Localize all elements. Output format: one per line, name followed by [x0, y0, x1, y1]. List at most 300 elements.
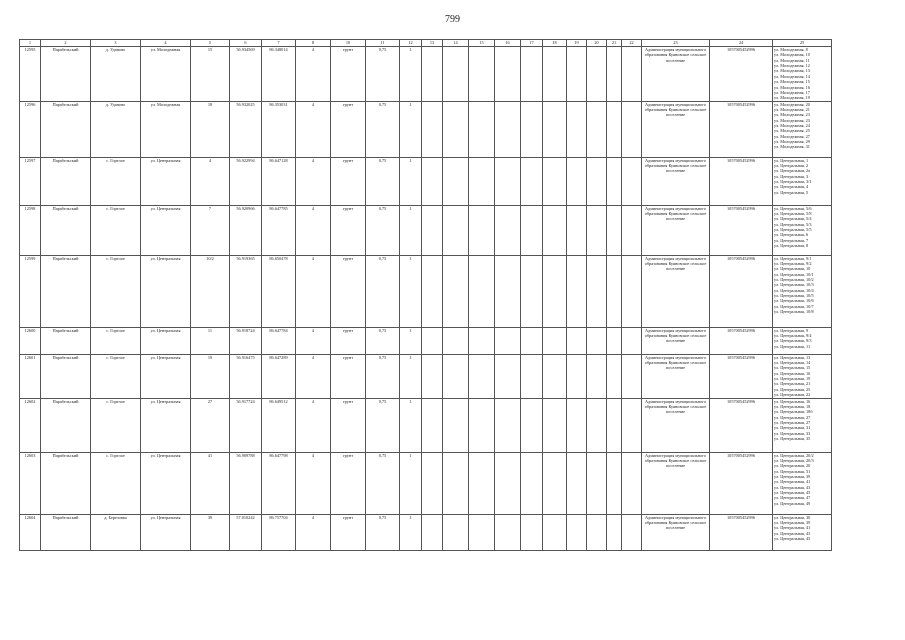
empty-cell [587, 354, 607, 398]
column-header: 21 [607, 40, 622, 47]
longitude-cell: 86.649512 [262, 398, 296, 452]
address-line: ул. Молодежная, 24 [774, 123, 810, 129]
address-line: ул. Центральная, 20 [774, 463, 811, 469]
address-line: ул. Центральная, 10/1 [774, 271, 814, 277]
empty-cell [495, 255, 521, 327]
address-line: ул. Молодежная, 10 [774, 52, 810, 58]
address-line: ул. Центральная, 21 [774, 381, 811, 387]
empty-cell [587, 157, 607, 205]
address-line: ул. Центральная, 39 [774, 519, 811, 525]
column-header: 1 [20, 40, 41, 47]
area-cell: 0,75 [366, 514, 400, 550]
table-row [20, 255, 832, 327]
house-cell: 27 [191, 398, 230, 452]
owner-cell: Администрация муниципального образования Куяновское сельское поселение [642, 327, 710, 354]
area-cell: 0,75 [366, 398, 400, 452]
volume-cell: 1 [400, 398, 422, 452]
address-line: ул. Центральная, 45 [774, 490, 811, 496]
empty-cell [543, 255, 567, 327]
address-line: ул. Центральная, 27 [774, 414, 811, 420]
street-cell: ул. Молодежная [141, 47, 191, 102]
empty-cell [567, 101, 587, 157]
addresses-cell [773, 47, 832, 102]
empty-cell [521, 255, 543, 327]
address-line: ул. Молодежная, 20 [774, 101, 810, 107]
address-line: ул. Центральная, 5/5 [774, 227, 812, 233]
empty-cell [443, 452, 469, 514]
empty-cell [469, 514, 495, 550]
address-line: ул. Центральная, 3 [774, 173, 809, 179]
district-cell: Парабельский [41, 514, 91, 550]
address-line: ул. Молодежная, 15 [774, 79, 810, 85]
latitude-cell: 56.917724 [230, 398, 262, 452]
address-line: ул. Центральная, 2 [774, 162, 809, 168]
count-cell: 4 [296, 101, 331, 157]
ogrn-cell: 1057005452996 [710, 255, 773, 327]
addresses-cell [773, 101, 832, 157]
row-number: 12595 [20, 47, 41, 102]
address-line: ул. Центральная, 19 [774, 376, 811, 382]
settlement-cell: с. Горелое [91, 157, 141, 205]
longitude-cell: 86.757704 [262, 514, 296, 550]
addresses-cell [773, 255, 832, 327]
address-line: ул. Центральная, 27 [774, 420, 811, 426]
ogrn-cell: 1057005452996 [710, 354, 773, 398]
street-cell: ул. Центральная [141, 514, 191, 550]
empty-cell [567, 327, 587, 354]
empty-cell [469, 205, 495, 255]
empty-cell [607, 452, 622, 514]
street-cell: ул. Центральная [141, 157, 191, 205]
address-line: ул. Молодежная, 8 [774, 47, 808, 52]
address-line: ул. Центральная, 15 [774, 365, 811, 371]
empty-cell [521, 514, 543, 550]
empty-cell [567, 452, 587, 514]
header-row [20, 40, 832, 47]
address-line: ул. Молодежная, 12 [774, 63, 810, 69]
empty-cell [422, 514, 443, 550]
settlement-cell: с. Горелое [91, 398, 141, 452]
ogrn-cell: 1057005452996 [710, 398, 773, 452]
address-line: ул. Центральная, 6 [774, 232, 809, 238]
owner-cell: Администрация муниципального образования Куяновское сельское поселение [642, 514, 710, 550]
address-line: ул. Центральная, 2а [774, 168, 811, 174]
address-line: ул. Молодежная, 19 [774, 95, 810, 101]
empty-cell [607, 514, 622, 550]
column-header: 18 [543, 40, 567, 47]
empty-cell [469, 47, 495, 102]
empty-cell [422, 47, 443, 102]
ogrn-cell: 1057005452996 [710, 47, 773, 102]
address-line: ул. Центральная, 33 [774, 430, 811, 436]
empty-cell [443, 157, 469, 205]
latitude-cell: 56.919365 [230, 255, 262, 327]
row-number: 12599 [20, 255, 41, 327]
address-line: ул. Центральная, 16 [774, 398, 811, 404]
volume-cell: 1 [400, 255, 422, 327]
street-cell: ул. Центральная [141, 255, 191, 327]
empty-cell [622, 205, 642, 255]
empty-cell [607, 157, 622, 205]
volume-cell: 1 [400, 452, 422, 514]
latitude-cell: 57.010242 [230, 514, 262, 550]
owner-cell: Администрация муниципального образования Куяновское сельское поселение [642, 255, 710, 327]
street-cell: ул. Центральная [141, 452, 191, 514]
street-cell: ул. Центральная [141, 205, 191, 255]
surface-cell: грунт [331, 101, 366, 157]
column-header: 25 [773, 40, 832, 47]
volume-cell: 1 [400, 157, 422, 205]
empty-cell [622, 514, 642, 550]
count-cell: 4 [296, 47, 331, 102]
address-line: ул. Молодежная, 27 [774, 133, 810, 139]
settlement-cell: с. Горелое [91, 354, 141, 398]
empty-cell [469, 452, 495, 514]
table-row [20, 205, 832, 255]
address-line: ул. Центральная, 5/8 [774, 210, 812, 216]
address-line: ул. Центральная, 43 [774, 530, 811, 536]
address-line: ул. Молодежная, 25 [774, 128, 810, 134]
address-line: ул. Центральная, 5 [774, 189, 809, 195]
empty-cell [422, 398, 443, 452]
latitude-cell: 56.934569 [230, 47, 262, 102]
empty-cell [495, 205, 521, 255]
table-row [20, 398, 832, 452]
volume-cell: 1 [400, 47, 422, 102]
empty-cell [607, 47, 622, 102]
empty-cell [607, 327, 622, 354]
area-cell: 0,75 [366, 327, 400, 354]
surface-cell: грунт [331, 452, 366, 514]
owner-cell: Администрация муниципального образования Куяновское сельское поселение [642, 205, 710, 255]
address-line: ул. Центральная, 10/8 [774, 309, 814, 315]
count-cell: 4 [296, 157, 331, 205]
address-line: ул. Центральная, 9/1 [774, 255, 812, 261]
empty-cell [443, 205, 469, 255]
house-cell: 15 [191, 47, 230, 102]
empty-cell [521, 157, 543, 205]
column-header: 15 [469, 40, 495, 47]
empty-cell [567, 354, 587, 398]
empty-cell [495, 47, 521, 102]
address-line: ул. Центральная, 41 [774, 479, 811, 485]
addresses-cell [773, 205, 832, 255]
address-line: ул. Молодежная, 14 [774, 73, 810, 79]
empty-cell [622, 47, 642, 102]
address-line: ул. Молодежная, 31 [774, 144, 810, 150]
surface-cell: грунт [331, 255, 366, 327]
empty-cell [587, 452, 607, 514]
count-cell: 4 [296, 398, 331, 452]
column-header: 20 [587, 40, 607, 47]
address-line: ул. Центральная, 43 [774, 484, 811, 490]
empty-cell [521, 47, 543, 102]
district-cell: Парабельский [41, 398, 91, 452]
house-cell: 39 [191, 514, 230, 550]
empty-cell [543, 452, 567, 514]
empty-cell [469, 398, 495, 452]
empty-cell [543, 47, 567, 102]
empty-cell [607, 255, 622, 327]
empty-cell [443, 354, 469, 398]
empty-cell [443, 514, 469, 550]
empty-cell [443, 47, 469, 102]
house-cell: 19 [191, 354, 230, 398]
area-cell: 0,75 [366, 47, 400, 102]
addresses-cell [773, 514, 832, 550]
address-line: ул. Центральная, 9/3 [774, 338, 812, 344]
volume-cell: 1 [400, 354, 422, 398]
empty-cell [587, 101, 607, 157]
address-line: ул. Центральная, 7 [774, 237, 809, 243]
address-line: ул. Центральная, 18б [774, 409, 813, 415]
address-line: ул. Центральная, 20/2 [774, 452, 814, 458]
count-cell: 4 [296, 514, 331, 550]
table-row [20, 514, 832, 550]
column-header: 23 [642, 40, 710, 47]
count-cell: 4 [296, 255, 331, 327]
address-line: ул. Центральная, 20/3 [774, 457, 814, 463]
address-line: ул. Молодежная, 23 [774, 112, 810, 118]
district-cell: Парабельский [41, 47, 91, 102]
column-header: 6 [230, 40, 262, 47]
count-cell: 4 [296, 327, 331, 354]
address-line: ул. Центральная, 13 [774, 354, 811, 360]
house-cell: 7 [191, 205, 230, 255]
table-row [20, 157, 832, 205]
address-line: ул. Центральная, 9/2 [774, 260, 812, 266]
empty-cell [495, 514, 521, 550]
count-cell: 4 [296, 452, 331, 514]
column-header: 7 [262, 40, 296, 47]
column-header: 19 [567, 40, 587, 47]
empty-cell [567, 255, 587, 327]
ogrn-cell: 1057005452996 [710, 101, 773, 157]
row-number: 12598 [20, 205, 41, 255]
address-line: ул. Центральная, 5/4 [774, 216, 812, 222]
table-row [20, 101, 832, 157]
empty-cell [443, 255, 469, 327]
address-line: ул. Центральная, 18 [774, 403, 811, 409]
empty-cell [607, 205, 622, 255]
row-number: 12596 [20, 101, 41, 157]
empty-cell [622, 452, 642, 514]
empty-cell [422, 157, 443, 205]
address-line: ул. Молодежная, 13 [774, 68, 810, 74]
row-number: 12603 [20, 452, 41, 514]
empty-cell [422, 205, 443, 255]
table-row [20, 452, 832, 514]
empty-cell [567, 205, 587, 255]
house-cell: 11 [191, 327, 230, 354]
empty-cell [543, 398, 567, 452]
empty-cell [543, 514, 567, 550]
house-cell: 18 [191, 101, 230, 157]
district-cell: Парабельский [41, 255, 91, 327]
address-line: ул. Центральная, 49 [774, 500, 811, 506]
longitude-cell: 86.647289 [262, 354, 296, 398]
row-number: 12602 [20, 398, 41, 452]
page-number: 799 [445, 14, 460, 25]
count-cell: 4 [296, 354, 331, 398]
empty-cell [495, 101, 521, 157]
house-cell: 10/2 [191, 255, 230, 327]
row-number: 12604 [20, 514, 41, 550]
area-cell: 0,75 [366, 452, 400, 514]
empty-cell [469, 327, 495, 354]
latitude-cell: 56.918724 [230, 327, 262, 354]
row-number: 12601 [20, 354, 41, 398]
street-cell: ул. Центральная [141, 398, 191, 452]
empty-cell [567, 398, 587, 452]
street-cell: ул. Молодежная [141, 101, 191, 157]
empty-cell [495, 452, 521, 514]
latitude-cell: 56.922994 [230, 157, 262, 205]
empty-cell [443, 398, 469, 452]
address-line: ул. Молодежная, 23 [774, 117, 810, 123]
house-cell: 41 [191, 452, 230, 514]
empty-cell [495, 398, 521, 452]
empty-cell [469, 255, 495, 327]
ogrn-cell: 1057005452996 [710, 157, 773, 205]
column-header: 24 [710, 40, 773, 47]
empty-cell [443, 327, 469, 354]
address-line: ул. Центральная, 10/7 [774, 303, 814, 309]
empty-cell [422, 101, 443, 157]
empty-cell [543, 354, 567, 398]
column-header: 16 [495, 40, 521, 47]
empty-cell [587, 398, 607, 452]
owner-cell: Администрация муниципального образования Куяновское сельское поселение [642, 354, 710, 398]
registry-table [19, 39, 832, 551]
empty-cell [521, 398, 543, 452]
address-line: ул. Молодежная, 21 [774, 106, 810, 112]
address-line: ул. Центральная, 4 [774, 184, 809, 190]
address-line: ул. Центральная, 9 [774, 327, 809, 333]
longitude-cell: 86.647784 [262, 327, 296, 354]
address-line: ул. Центральная, 5/6 [774, 205, 812, 211]
address-line: ул. Центральная, 10/5 [774, 293, 814, 299]
empty-cell [495, 354, 521, 398]
latitude-cell: 56.932025 [230, 101, 262, 157]
empty-cell [622, 255, 642, 327]
address-line: ул. Молодежная, 29 [774, 139, 810, 145]
settlement-cell: с. Горелое [91, 327, 141, 354]
empty-cell [469, 354, 495, 398]
empty-cell [495, 157, 521, 205]
empty-cell [543, 327, 567, 354]
house-cell: 4 [191, 157, 230, 205]
empty-cell [422, 452, 443, 514]
empty-cell [543, 157, 567, 205]
column-header: 13 [422, 40, 443, 47]
address-line: ул. Центральная, 31 [774, 468, 811, 474]
empty-cell [587, 255, 607, 327]
count-cell: 4 [296, 205, 331, 255]
address-line: ул. Центральная, 16 [774, 370, 811, 376]
empty-cell [422, 255, 443, 327]
empty-cell [521, 101, 543, 157]
owner-cell: Администрация муниципального образования Куяновское сельское поселение [642, 398, 710, 452]
empty-cell [469, 101, 495, 157]
column-header: 3 [91, 40, 141, 47]
empty-cell [622, 354, 642, 398]
settlement-cell: д. Уданово [91, 101, 141, 157]
district-cell: Парабельский [41, 205, 91, 255]
address-line: ул. Центральная, 39 [774, 474, 811, 480]
column-header: 17 [521, 40, 543, 47]
address-line: ул. Центральная, 10/2 [774, 277, 814, 283]
address-line: ул. Центральная, 14 [774, 359, 811, 365]
row-number: 12597 [20, 157, 41, 205]
district-cell: Парабельский [41, 354, 91, 398]
column-header: 14 [443, 40, 469, 47]
owner-cell: Администрация муниципального образования Куяновское сельское поселение [642, 157, 710, 205]
latitude-cell: 56.920966 [230, 205, 262, 255]
column-header: 11 [366, 40, 400, 47]
empty-cell [521, 452, 543, 514]
address-line: ул. Молодежная, 16 [774, 84, 810, 90]
empty-cell [469, 157, 495, 205]
row-number: 12600 [20, 327, 41, 354]
empty-cell [587, 205, 607, 255]
surface-cell: грунт [331, 354, 366, 398]
empty-cell [495, 327, 521, 354]
address-line: ул. Центральная, 10/4 [774, 287, 814, 293]
empty-cell [567, 514, 587, 550]
ogrn-cell: 1057005452996 [710, 327, 773, 354]
empty-cell [587, 47, 607, 102]
settlement-cell: д. Березовка [91, 514, 141, 550]
street-cell: ул. Центральная [141, 354, 191, 398]
owner-cell: Администрация муниципального образования Куяновское сельское поселение [642, 101, 710, 157]
area-cell: 0,75 [366, 255, 400, 327]
empty-cell [607, 101, 622, 157]
owner-cell: Администрация муниципального образования Куяновское сельское поселение [642, 452, 710, 514]
longitude-cell: 86.348014 [262, 47, 296, 102]
address-line: ул. Центральная, 5/3 [774, 221, 812, 227]
address-line: ул. Центральная, 9/4 [774, 332, 812, 338]
surface-cell: грунт [331, 327, 366, 354]
area-cell: 0,75 [366, 101, 400, 157]
latitude-cell: 56.916475 [230, 354, 262, 398]
empty-cell [521, 354, 543, 398]
column-header: 2 [41, 40, 91, 47]
empty-cell [607, 398, 622, 452]
empty-cell [422, 327, 443, 354]
address-line: ул. Центральная, 10 [774, 266, 811, 272]
volume-cell: 1 [400, 327, 422, 354]
surface-cell: грунт [331, 398, 366, 452]
surface-cell: грунт [331, 157, 366, 205]
district-cell: Парабельский [41, 327, 91, 354]
empty-cell [521, 327, 543, 354]
area-cell: 0,75 [366, 205, 400, 255]
address-line: ул. Молодежная, 17 [774, 89, 810, 95]
addresses-cell [773, 327, 832, 354]
address-line: ул. Центральная, 3/1 [774, 179, 812, 185]
empty-cell [443, 101, 469, 157]
addresses-cell [773, 452, 832, 514]
district-cell: Парабельский [41, 452, 91, 514]
empty-cell [622, 398, 642, 452]
address-line: ул. Центральная, 30 [774, 514, 811, 520]
area-cell: 0,75 [366, 157, 400, 205]
ogrn-cell: 1057005452996 [710, 452, 773, 514]
surface-cell: грунт [331, 205, 366, 255]
district-cell: Парабельский [41, 101, 91, 157]
area-cell: 0,75 [366, 354, 400, 398]
